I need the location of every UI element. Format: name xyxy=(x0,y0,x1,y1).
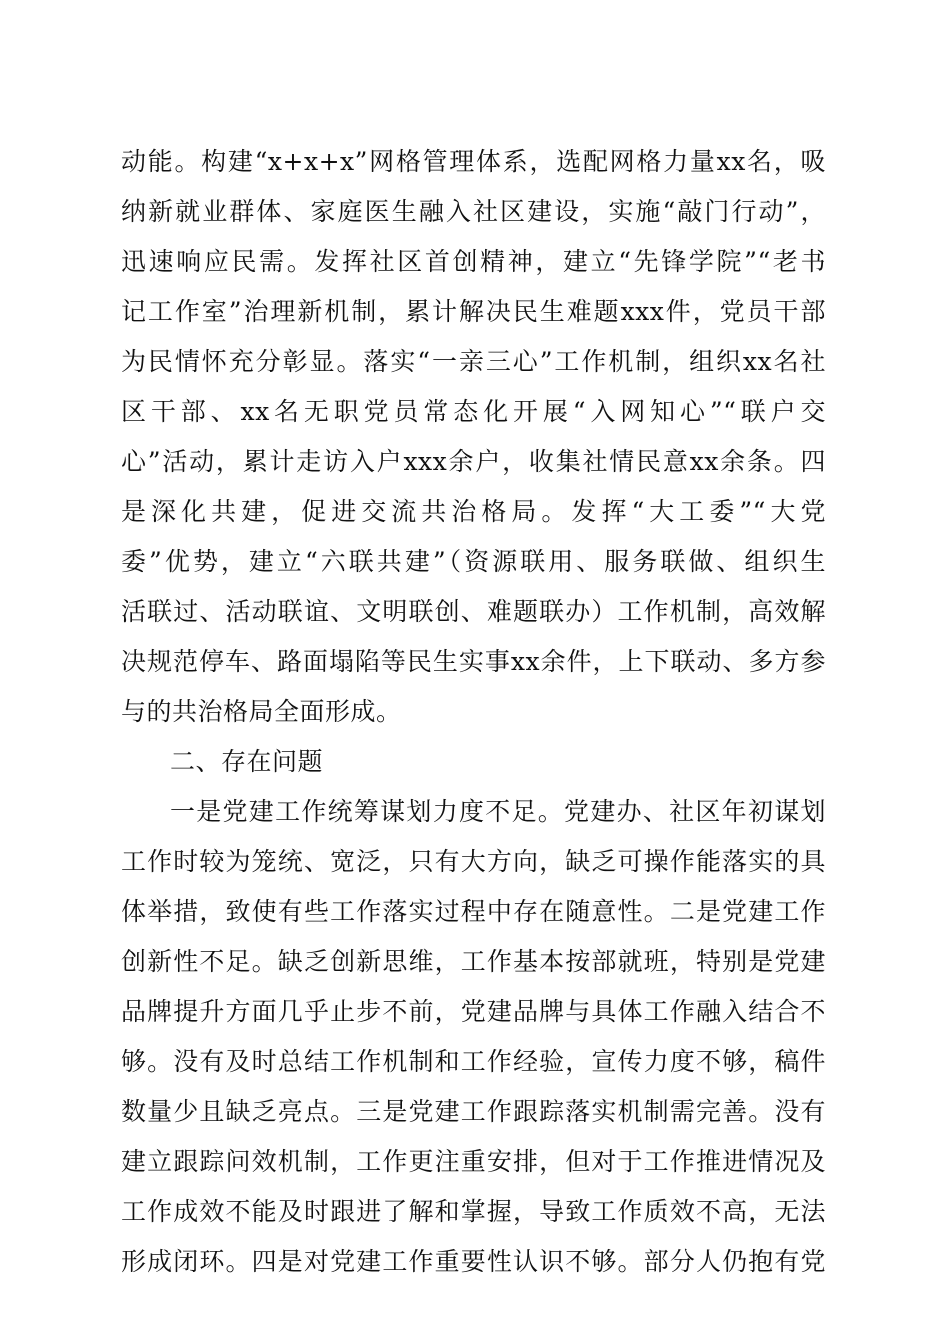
body-text-line: 委”优势，建立“六联共建”（资源联用、服务联做、组织生 xyxy=(121,547,826,576)
body-text-line: 与的共治格局全面形成。 xyxy=(121,697,402,726)
body-text-line: 数量少且缺乏亮点。三是党建工作跟踪落实机制需完善。没有 xyxy=(121,1097,826,1126)
section-heading: 二、存在问题 xyxy=(170,747,324,776)
body-text-line: 品牌提升方面几乎止步不前，党建品牌与具体工作融入结合不 xyxy=(121,997,826,1026)
body-text-line: 创新性不足。缺乏创新思维，工作基本按部就班，特别是党建 xyxy=(121,947,826,976)
body-text-line: 一是党建工作统筹谋划力度不足。党建办、社区年初谋划 xyxy=(170,797,826,826)
body-text-line: 工作时较为笼统、宽泛，只有大方向，缺乏可操作能落实的具 xyxy=(121,847,826,876)
body-text-line: 记工作室”治理新机制，累计解决民生难题xxx件，党员干部 xyxy=(121,297,826,326)
body-text-line: 活联过、活动联谊、文明联创、难题联办）工作机制，高效解 xyxy=(121,597,826,626)
body-text-line: 形成闭环。四是对党建工作重要性认识不够。部分人仍抱有党 xyxy=(121,1247,826,1276)
body-text-line: 纳新就业群体、家庭医生融入社区建设，实施“敲门行动”， xyxy=(121,197,826,226)
body-text-line: 动能。构建“x+x+x”网格管理体系，选配网格力量xx名，吸 xyxy=(121,147,826,176)
body-text-line: 心”活动，累计走访入户xxx余户，收集社情民意xx余条。四 xyxy=(121,447,826,476)
body-text-line: 建立跟踪问效机制，工作更注重安排，但对于工作推进情况及 xyxy=(121,1147,826,1176)
body-text-line: 为民情怀充分彰显。落实“一亲三心”工作机制，组织xx名社 xyxy=(121,347,826,376)
body-text-line: 工作成效不能及时跟进了解和掌握，导致工作质效不高，无法 xyxy=(121,1197,826,1226)
body-text-line: 是深化共建，促进交流共治格局。发挥“大工委”“大党 xyxy=(121,497,826,526)
body-text-line: 体举措，致使有些工作落实过程中存在随意性。二是党建工作 xyxy=(121,897,826,926)
body-text-line: 够。没有及时总结工作机制和工作经验，宣传力度不够，稿件 xyxy=(121,1047,826,1076)
body-text-line: 区干部、xx名无职党员常态化开展“入网知心”“联户交 xyxy=(121,397,826,426)
body-text-line: 迅速响应民需。发挥社区首创精神，建立“先锋学院”“老书 xyxy=(121,247,826,276)
body-text-line: 决规范停车、路面塌陷等民生实事xx余件，上下联动、多方参 xyxy=(121,647,826,676)
